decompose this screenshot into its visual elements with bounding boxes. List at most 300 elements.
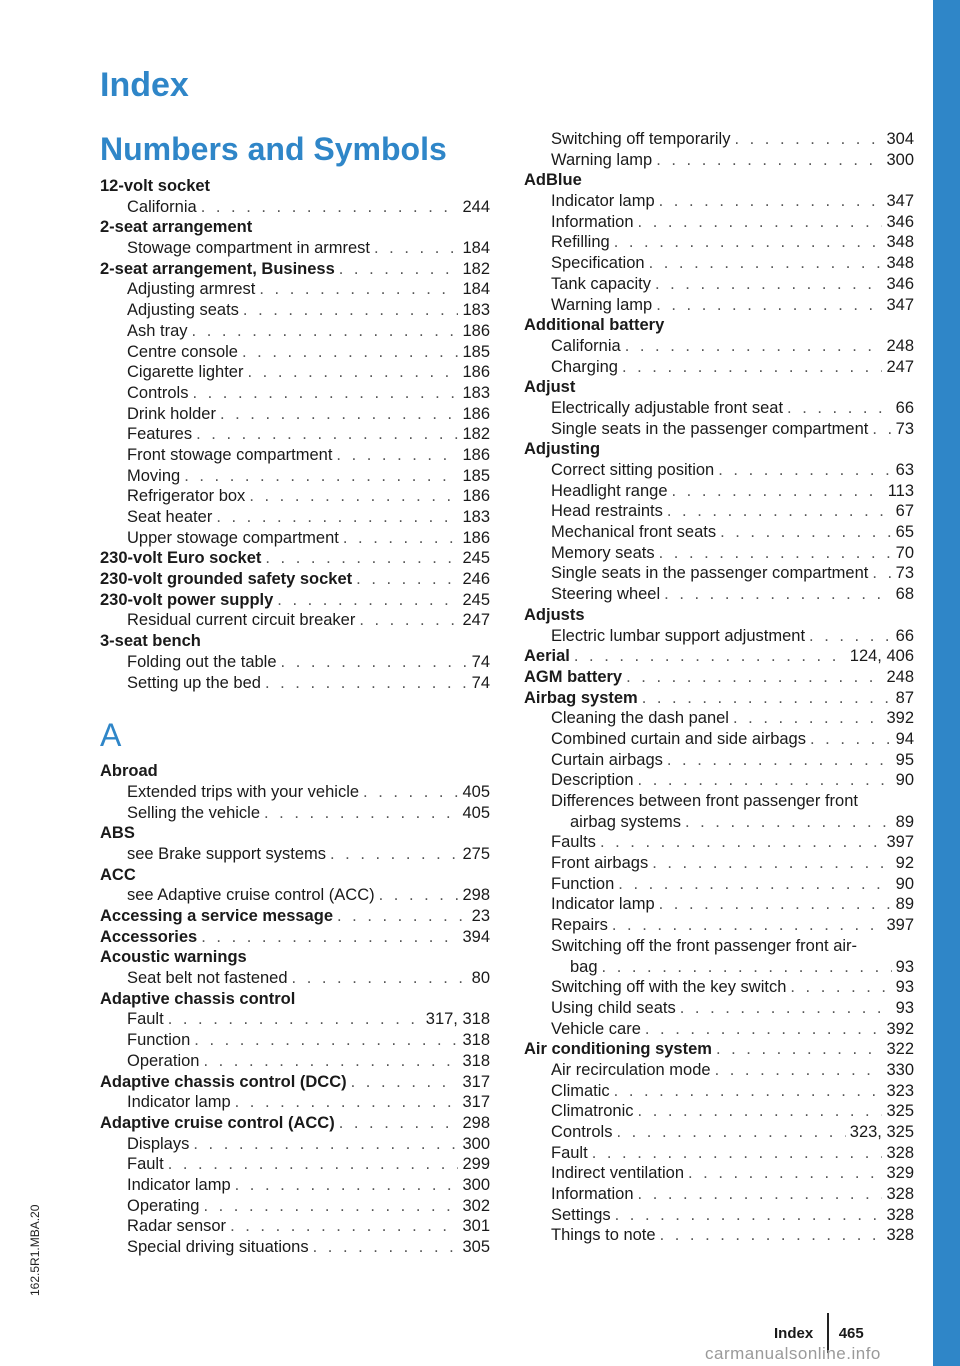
dot-leader (734, 129, 882, 150)
index-label: Selling the vehicle (127, 803, 260, 822)
page-ref: 68 (895, 585, 914, 604)
index-term (100, 761, 490, 782)
dot-leader (235, 1092, 459, 1113)
dot-leader (184, 466, 458, 487)
index-label: bag (570, 957, 598, 976)
index-label: California (551, 336, 621, 355)
index-label: Refrigerator box (127, 487, 246, 506)
index-subentry (100, 652, 490, 673)
page-ref: 348 (886, 254, 914, 273)
index-label: Adaptive chassis control (DCC) (100, 1072, 347, 1091)
dot-leader (230, 1216, 458, 1237)
page-ref: 63 (895, 461, 914, 479)
index-subentry (524, 129, 914, 150)
page-ref: 302 (462, 1196, 490, 1215)
dot-leader (336, 445, 458, 466)
index-label: Vehicle care (551, 1019, 641, 1038)
index-label: Additional battery (524, 316, 665, 335)
index-subentry (524, 563, 914, 584)
document-code: 162.5R1.MBA.20 (28, 1204, 42, 1296)
index-subentry (100, 321, 490, 342)
index-label: Function (127, 1031, 191, 1050)
index-subentry (524, 998, 914, 1019)
index-label: Switching off the front passenger front air- (551, 936, 858, 955)
index-label: 12-volt socket (100, 177, 211, 195)
index-subentry (100, 610, 490, 631)
dot-leader (809, 626, 892, 647)
page-ref: 80 (471, 969, 490, 988)
index-label: 230-volt power supply (100, 590, 274, 609)
dot-leader (733, 708, 882, 729)
index-term (100, 548, 490, 569)
index-label: Controls (127, 383, 189, 402)
dot-leader (330, 844, 458, 865)
index-label: Electric lumbar support adjustment (551, 626, 806, 645)
index-entry (100, 1072, 490, 1113)
page-ref: 247 (462, 611, 490, 630)
page-ref: 347 (886, 192, 914, 211)
index-subentry (100, 1154, 490, 1175)
index-label: Information (551, 1185, 634, 1204)
page-ref: 184 (462, 239, 490, 258)
index-subentry (100, 1216, 490, 1237)
dot-leader (242, 342, 458, 363)
index-label: Tank capacity (551, 274, 651, 293)
page-ref: 186 (462, 528, 490, 547)
page-ref: 301 (462, 1217, 490, 1236)
page-ref: 247 (886, 357, 914, 376)
index-label: Combined curtain and side airbags (551, 729, 806, 748)
page-ref: 300 (886, 150, 914, 169)
index-subentry (524, 253, 914, 274)
index-label: Ash tray (127, 321, 188, 340)
index-subentry (524, 750, 914, 771)
page-ref: 93 (895, 978, 914, 997)
index-subentry (524, 1060, 914, 1081)
index-label: airbag systems (570, 812, 681, 831)
index-label: 230-volt grounded safety socket (100, 570, 353, 589)
index-label: Aerial (524, 647, 570, 666)
index-label: Information (551, 212, 634, 231)
index-label: Fault (551, 1143, 588, 1162)
index-label: Adjusting armrest (127, 280, 256, 299)
index-entry (100, 569, 490, 590)
index-subentry (100, 844, 490, 865)
page-ref: 275 (462, 844, 490, 863)
index-subentry (100, 968, 490, 989)
page-ref: 186 (462, 363, 490, 382)
page-number: 465 (838, 1324, 864, 1342)
index-subentry (524, 1205, 914, 1226)
index-label: Steering wheel (551, 585, 661, 604)
index-entry (100, 906, 490, 927)
index-label: Setting up the bed (127, 673, 261, 692)
dot-leader (192, 321, 459, 342)
dot-leader (616, 1122, 845, 1143)
page-ref: 328 (886, 1205, 914, 1224)
index-subentry-continued (524, 812, 914, 833)
index-subentry (524, 708, 914, 729)
index-term (100, 259, 490, 280)
index-subentry (524, 232, 914, 253)
page-ref: 90 (895, 771, 914, 790)
index-entry (524, 688, 914, 1040)
index-label: Single seats in the passenger compartment (551, 419, 869, 438)
page-ref: 317 (462, 1093, 490, 1112)
dot-leader (615, 1205, 883, 1226)
dot-leader (810, 729, 892, 750)
page-ref: 186 (462, 445, 490, 464)
index-term (100, 590, 490, 611)
page-ref: 305 (462, 1238, 490, 1256)
index-subentry (100, 238, 490, 259)
dot-leader (243, 300, 459, 321)
index-subentry (524, 729, 914, 750)
index-label: Indirect ventilation (551, 1164, 684, 1183)
dot-leader (192, 383, 458, 404)
page-ref: 346 (886, 212, 914, 231)
index-entry (100, 865, 490, 906)
index-label: Radar sensor (127, 1217, 227, 1236)
index-subentry (524, 295, 914, 316)
page-ref: 94 (895, 729, 914, 748)
index-label: Mechanical front seats (551, 523, 717, 542)
index-entry (100, 176, 490, 217)
index-label: 2-seat arrangement (100, 218, 253, 237)
index-label: Memory seats (551, 543, 655, 562)
page-ref: 317 (462, 1072, 490, 1091)
index-subentry (100, 279, 490, 300)
index-label: Differences between front passenger front (551, 792, 858, 810)
index-subentry-continued (524, 957, 914, 978)
index-label: Displays (127, 1134, 190, 1153)
dot-leader (649, 253, 883, 274)
index-term (100, 947, 490, 968)
page-ref: 322 (886, 1040, 914, 1059)
index-entry (524, 170, 914, 315)
page-ref: 328 (886, 1143, 914, 1162)
index-subentry (524, 357, 914, 378)
index-subentry (524, 501, 914, 522)
index-subentry (100, 528, 490, 549)
page-ref: 304 (886, 130, 914, 148)
index-subentry (524, 419, 914, 440)
dot-leader (339, 1113, 459, 1134)
index-label: Using child seats (551, 998, 676, 1017)
index-subentry (524, 1225, 914, 1246)
dot-leader (265, 673, 468, 694)
page-ref: 246 (462, 570, 490, 589)
index-subentry (524, 1122, 914, 1143)
index-label: Climatronic (551, 1102, 634, 1121)
dot-leader (685, 812, 892, 833)
index-term (100, 823, 490, 844)
dot-leader (363, 782, 458, 803)
index-subentry (100, 1051, 490, 1072)
index-subentry (524, 1101, 914, 1122)
index-label: Operation (127, 1051, 200, 1070)
index-entry (524, 605, 914, 646)
index-label: Single seats in the passenger compartment (551, 564, 869, 583)
page-ref: 317, 318 (425, 1010, 490, 1029)
dot-leader (659, 543, 892, 564)
index-label: Adaptive chassis control (100, 989, 296, 1008)
index-label: Repairs (551, 916, 608, 935)
dot-leader (656, 150, 882, 171)
index-subentry (100, 197, 490, 218)
index-term (524, 315, 914, 336)
index-label: Climatic (551, 1081, 610, 1100)
page-ref: 328 (886, 1226, 914, 1245)
footer-section-label: Index (774, 1324, 814, 1342)
dot-leader (193, 1134, 458, 1155)
page-ref: 318 (462, 1051, 490, 1070)
page-ref: 73 (895, 419, 914, 438)
dot-leader (790, 977, 891, 998)
page-ref: 90 (895, 874, 914, 893)
index-subentry (524, 832, 914, 853)
index-label: Headlight range (551, 481, 668, 500)
index-subentry (100, 803, 490, 824)
dot-leader (602, 957, 892, 978)
page-ref: 70 (895, 543, 914, 562)
index-label: Centre console (127, 342, 238, 361)
dot-leader (612, 915, 883, 936)
index-label: Indicator lamp (551, 895, 655, 914)
dot-leader (652, 853, 891, 874)
dot-leader (667, 501, 892, 522)
index-label: Operating (127, 1196, 200, 1215)
page-ref: 113 (887, 481, 914, 500)
index-label: Stowage compartment in armrest (127, 239, 371, 258)
index-label: Charging (551, 357, 618, 376)
index-entry (524, 1039, 914, 1246)
index-label: Specification (551, 254, 645, 273)
index-label: Switching off temporarily (551, 130, 731, 148)
index-label: Curtain airbags (551, 750, 663, 769)
index-label: Function (551, 874, 615, 893)
index-term (100, 927, 490, 948)
index-term (100, 631, 490, 652)
dot-leader (220, 404, 459, 425)
index-label: ABS (100, 824, 135, 843)
page-ref: 323, 325 (849, 1123, 914, 1141)
page-ref: 185 (462, 342, 490, 361)
index-term (100, 217, 490, 238)
index-term (524, 170, 914, 191)
index-subentry (100, 486, 490, 507)
index-term (524, 688, 914, 709)
index-label: Adaptive cruise control (ACC) (100, 1113, 335, 1132)
dot-leader (622, 357, 883, 378)
index-label: Indicator lamp (127, 1093, 231, 1112)
index-subentry (524, 626, 914, 647)
page-ref: 300 (462, 1175, 490, 1194)
page-ref: 89 (895, 895, 914, 914)
index-label: Air recirculation mode (551, 1060, 711, 1079)
dot-leader (292, 968, 468, 989)
dot-leader (672, 481, 884, 502)
page-ref: 74 (471, 652, 490, 671)
index-subentry (524, 150, 914, 171)
dot-leader (168, 1154, 459, 1175)
index-subentry (524, 522, 914, 543)
dot-leader (194, 1030, 458, 1051)
index-label: Abroad (100, 762, 158, 781)
dot-leader (201, 197, 459, 218)
index-label: Refilling (551, 233, 610, 252)
index-entry (100, 761, 490, 823)
page-ref: 65 (895, 523, 914, 542)
page-ref: 183 (462, 301, 490, 320)
dot-leader (339, 259, 459, 280)
index-label: Description (551, 771, 634, 790)
dot-leader (574, 646, 846, 667)
page-ref: 248 (886, 336, 914, 355)
index-subentry (100, 466, 490, 487)
page-ref: 397 (886, 833, 914, 852)
page-ref: 184 (462, 280, 490, 299)
index-entry (100, 823, 490, 864)
index-label: Fault (127, 1010, 164, 1029)
index-entry (524, 667, 914, 688)
watermark: carmanualsonline.info (705, 1344, 881, 1363)
index-entry (524, 377, 914, 439)
index-label: AGM battery (524, 667, 623, 686)
dot-leader (720, 522, 892, 543)
dot-leader (313, 1237, 459, 1258)
index-term (524, 439, 914, 460)
index-label: Adjust (524, 378, 576, 397)
page-ref: 186 (462, 321, 490, 340)
index-subentry (524, 1143, 914, 1164)
index-subentry (524, 936, 914, 957)
index-subentry (524, 1163, 914, 1184)
dot-leader (600, 832, 883, 853)
dot-leader (592, 1143, 883, 1164)
page-ref: 66 (895, 626, 914, 645)
page-ref: 89 (895, 812, 914, 831)
index-subentry (100, 445, 490, 466)
page-ref: 298 (462, 1113, 490, 1132)
chapter-tab (933, 0, 960, 1366)
dot-leader (688, 1163, 882, 1184)
index-subentry (100, 1134, 490, 1155)
index-subentry (100, 1092, 490, 1113)
index-label: Indicator lamp (551, 192, 655, 211)
dot-leader (625, 336, 883, 357)
section-heading: Numbers and Symbols (100, 131, 447, 167)
dot-leader (337, 906, 468, 927)
index-label: Warning lamp (551, 150, 653, 169)
index-subentry (100, 404, 490, 425)
dot-leader (359, 610, 458, 631)
index-label: Correct sitting position (551, 461, 715, 479)
index-label: Indicator lamp (127, 1175, 231, 1194)
index-subentry (524, 398, 914, 419)
dot-leader (642, 688, 892, 709)
index-label: Switching off with the key switch (551, 978, 787, 997)
index-subentry (100, 362, 490, 383)
index-label: Features (127, 425, 193, 444)
index-subentry (524, 894, 914, 915)
page-ref: 298 (462, 886, 490, 905)
page-ref: 300 (462, 1134, 490, 1153)
index-subentry (100, 1009, 490, 1030)
index-entry (100, 989, 490, 1072)
index-subentry (100, 342, 490, 363)
page-ref: 392 (886, 1019, 914, 1038)
index-label: Seat heater (127, 508, 213, 526)
index-label: Faults (551, 833, 596, 852)
index-label: California (127, 197, 197, 216)
page-ref: 182 (462, 425, 490, 444)
index-label: Residual current circuit breaker (127, 611, 356, 630)
page-ref: 73 (895, 564, 914, 583)
index-subentry (524, 1184, 914, 1205)
dot-leader (351, 1072, 459, 1093)
dot-leader (645, 1019, 883, 1040)
index-entry (100, 1113, 490, 1258)
index-label: Moving (127, 466, 181, 485)
dot-leader (787, 398, 892, 419)
index-label: Things to note (551, 1226, 656, 1245)
index-subentry (524, 915, 914, 936)
index-subentry (100, 885, 490, 906)
dot-leader (716, 1039, 883, 1060)
index-label: Seat belt not fastened (127, 969, 288, 988)
page-ref: 67 (895, 502, 914, 521)
page-ref: 74 (471, 673, 490, 692)
index-subentry (100, 300, 490, 321)
dot-leader (265, 548, 458, 569)
dot-leader (872, 419, 891, 440)
index-entry (524, 129, 914, 170)
dot-leader (379, 885, 459, 906)
index-subentry (524, 460, 914, 481)
page-ref: 318 (462, 1031, 490, 1050)
index-subentry (524, 977, 914, 998)
page-ref: 87 (895, 688, 914, 707)
index-label: Cigarette lighter (127, 363, 244, 382)
section-letter: A (100, 717, 122, 754)
index-label: Special driving situations (127, 1238, 309, 1256)
index-label: Controls (551, 1123, 613, 1141)
dot-leader (656, 295, 882, 316)
index-label: Fault (127, 1155, 164, 1174)
index-subentry (524, 1081, 914, 1102)
page-ref: 93 (895, 998, 914, 1017)
index-subentry (524, 191, 914, 212)
index-subentry (524, 543, 914, 564)
index-subentry (524, 1019, 914, 1040)
index-label: Drink holder (127, 404, 216, 423)
index-entry (524, 439, 914, 605)
index-subentry (524, 584, 914, 605)
index-label: 230-volt Euro socket (100, 549, 262, 568)
dot-leader (201, 927, 458, 948)
dot-leader (196, 424, 458, 445)
index-label: Adjusting (524, 440, 601, 459)
page-ref: 397 (886, 916, 914, 935)
page-ref: 66 (895, 398, 914, 417)
index-subentry (100, 383, 490, 404)
index-term (100, 865, 490, 886)
index-subentry (524, 874, 914, 895)
page-title: Index (100, 66, 189, 104)
index-label: Upper stowage compartment (127, 528, 339, 547)
page-ref: 245 (462, 549, 490, 568)
